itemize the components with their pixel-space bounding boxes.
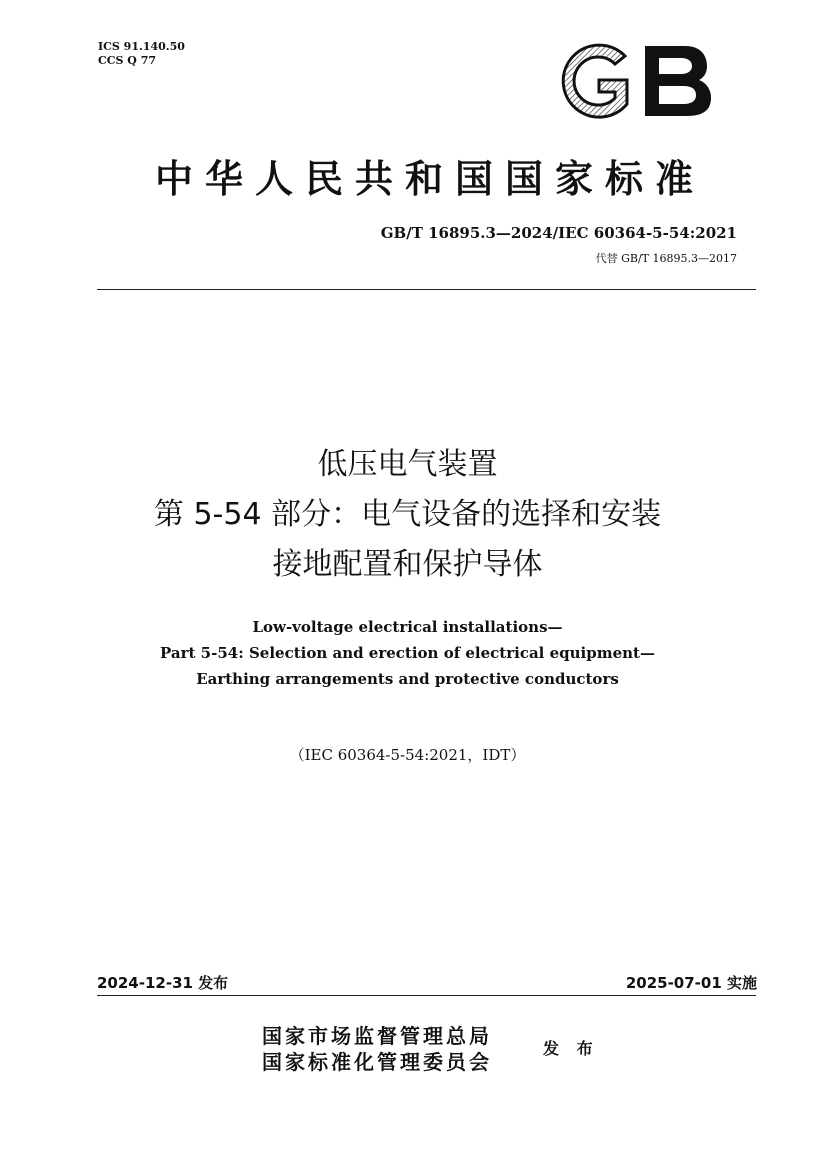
classification-codes — [98, 40, 185, 68]
title-en-line1: Low-voltage electrical installations— — [252, 618, 563, 636]
issue-date: 2024-12-31 发布 — [97, 974, 229, 992]
issuer-sac: 国家标准化管理委员会 — [262, 1050, 492, 1074]
title-en-line2: Part 5-54: Selection and erection of electrical equipment— — [160, 644, 655, 662]
title-cn-line1: 低压电气装置 — [317, 447, 498, 482]
footer-divider — [97, 995, 756, 996]
gb-logo-icon — [553, 42, 715, 120]
title-en-line3: Earthing arrangements and protective conductors — [196, 670, 619, 688]
standard-number: GB/T 16895.3—2024/IEC 60364-5-54:2021 — [380, 224, 737, 242]
publish-label: 发 布 — [543, 1039, 599, 1058]
title-cn-line2: 第 5-54 部分：电气设备的选择和安装 — [153, 497, 662, 532]
ics-code: ICS 91.140.50 — [98, 40, 185, 53]
effective-date: 2025-07-01 实施 — [625, 974, 757, 992]
national-standard-header: 中华人民共和国国家标准 — [154, 156, 705, 201]
title-cn-line3: 接地配置和保护导体 — [272, 547, 543, 582]
replaces-standard: 代替 GB/T 16895.3—2017 — [595, 252, 737, 265]
issuer-samr: 国家市场监督管理总局 — [262, 1024, 492, 1048]
ccs-code: CCS Q 77 — [98, 54, 157, 67]
iec-equivalence: （IEC 60364-5-54:2021，IDT） — [289, 746, 526, 764]
header-divider — [97, 289, 756, 290]
